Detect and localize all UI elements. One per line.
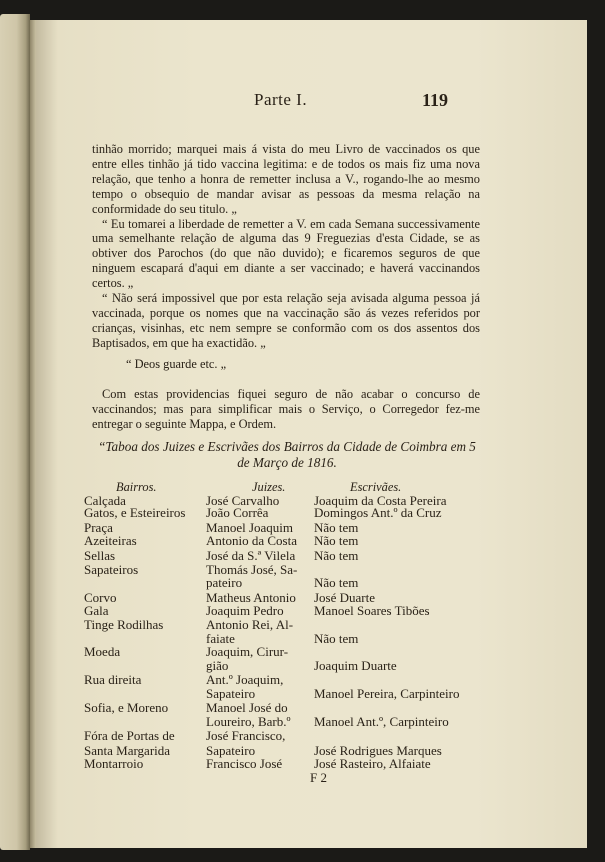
- paragraph: “ Não será impossivel que por esta relação seja avisada alguma pessoa já vaccinada, porque os nomes que na vaccinação são ás vezes referidos por crianças, visinhas, etc nem sempre se conformão com os dos assentos dos Baptisados, em que ha exactidão. „: [92, 291, 480, 350]
- header-bairros: Bairros.: [116, 480, 157, 494]
- gutter-shadow: [30, 20, 36, 848]
- juiz-cell: Antonio da Costa: [206, 533, 297, 548]
- sign-off: “ Deos guarde etc. „: [126, 356, 227, 371]
- juiz-cell: Thomás José, Sa-: [206, 562, 298, 577]
- juiz-cell: Manoel Joaquim: [206, 520, 294, 535]
- bairro-cell: Calçada: [84, 493, 126, 508]
- juiz-cell: José da S.ª Vilela: [206, 548, 296, 563]
- juiz-cell: Manoel José do: [206, 700, 288, 715]
- bairro-cell: Corvo: [84, 590, 117, 605]
- bairro-cell: Santa Margarida: [84, 743, 171, 758]
- header-juizes: Juizes.: [252, 480, 286, 494]
- bairro-cell: Tinge Rodilhas: [84, 617, 164, 632]
- paragraph: Com estas providencias fiquei seguro de não acabar o concurso de vaccinandos; mas para simplificar mais o Serviço, o Corregedor fez-me entregar o seguinte Mappa, e Ordem.: [92, 387, 480, 431]
- juiz-cell: Ant.º Joaquim,: [206, 672, 284, 687]
- escrivao-cell: Joaquim Duarte: [314, 658, 397, 673]
- juiz-cell: Loureiro, Barb.º: [206, 714, 291, 729]
- juiz-cell: gião: [206, 658, 229, 673]
- juiz-cell: Joaquim Pedro: [206, 603, 284, 618]
- escrivao-cell: Não tem: [314, 520, 359, 535]
- escrivao-cell: Não tem: [314, 533, 359, 548]
- bairro-cell: Praça: [84, 520, 113, 535]
- escrivao-cell: Manoel Soares Tibões: [314, 603, 430, 618]
- header-escrivaes: Escrivães.: [350, 480, 402, 494]
- juiz-cell: João Corrêa: [206, 505, 269, 520]
- paragraph: “ Eu tomarei a liberdade de remetter a V. em cada Semana successivamente uma semelhante relação de alguma das 9 Freguezias d'esta Cidade, se as obtiver dos Parochos (do que não duvido); e ficaremos seguros de que ninguem escapará d'aqui em diante a ser vaccinado; e haverá vaccinandos certos. „: [92, 216, 480, 291]
- juiz-cell: José Francisco,: [206, 728, 286, 743]
- escrivao-cell: José Duarte: [314, 590, 376, 605]
- escrivao-cell: Joaquim da Costa Pereira: [314, 493, 447, 508]
- escrivao-cell: Manoel Ant.º, Carpinteiro: [314, 714, 449, 729]
- bairro-cell: Fóra de Portas de: [84, 728, 175, 743]
- escrivao-cell: José Rodrigues Marques: [314, 743, 442, 758]
- narrative-text: [92, 387, 480, 432]
- facing-page-edge: [0, 14, 30, 850]
- bairro-cell: Sellas: [84, 548, 116, 563]
- bairro-cell: Azeiteiras: [84, 533, 137, 548]
- escrivao-cell: Manoel Pereira, Carpinteiro: [314, 686, 460, 701]
- bairro-cell: Rua direita: [84, 672, 142, 687]
- bairro-cell: Montarroio: [84, 756, 144, 771]
- running-head: Parte I.: [254, 90, 308, 109]
- paragraph: tinhão morrido; marquei mais á vista do meu Livro de vaccinados os que entre elles tinhão já tido vaccina legitima: e de todos os mais fiz uma nova relação, que tenho a honra de remetter inclusa a V., rogando-lhe ao mesmo tempo o obsequio de mandar avisar as pessoas da mesma relação na conformidade do seu titulo. „: [92, 142, 480, 216]
- juiz-cell: Sapateiro: [206, 743, 256, 758]
- bairro-cell: Gatos, e Esteireiros: [84, 505, 186, 520]
- signature-mark: F 2: [310, 770, 327, 785]
- juiz-cell: pateiro: [206, 575, 243, 590]
- escrivao-cell: Não tem: [314, 548, 359, 563]
- bairro-cell: Sofia, e Moreno: [84, 700, 169, 715]
- juiz-cell: Sapateiro: [206, 686, 256, 701]
- table-title: “Taboa dos Juizes e Escrivães dos Bairros da Cidade de Coimbra em 5 de Março de 1816.: [98, 439, 476, 470]
- bairro-cell: Gala: [84, 603, 109, 618]
- escrivao-cell: Não tem: [314, 575, 359, 590]
- page-number: 119: [422, 90, 449, 110]
- juiz-cell: Francisco José: [206, 756, 283, 771]
- juiz-cell: faiate: [206, 631, 235, 646]
- juiz-cell: Matheus Antonio: [206, 590, 296, 605]
- juiz-cell: José Carvalho: [206, 493, 280, 508]
- escrivao-cell: Não tem: [314, 631, 359, 646]
- escrivao-cell: Domingos Ant.º da Cruz: [314, 505, 442, 520]
- book-page: [30, 20, 587, 848]
- juiz-cell: Joaquim, Cirur-: [206, 644, 289, 659]
- bairro-cell: Sapateiros: [84, 562, 139, 577]
- bairro-cell: Moeda: [84, 644, 121, 659]
- letter-text: [92, 142, 480, 372]
- juiz-cell: Antonio Rei, Al-: [206, 617, 294, 632]
- escrivao-cell: José Rasteiro, Alfaiate: [314, 756, 431, 771]
